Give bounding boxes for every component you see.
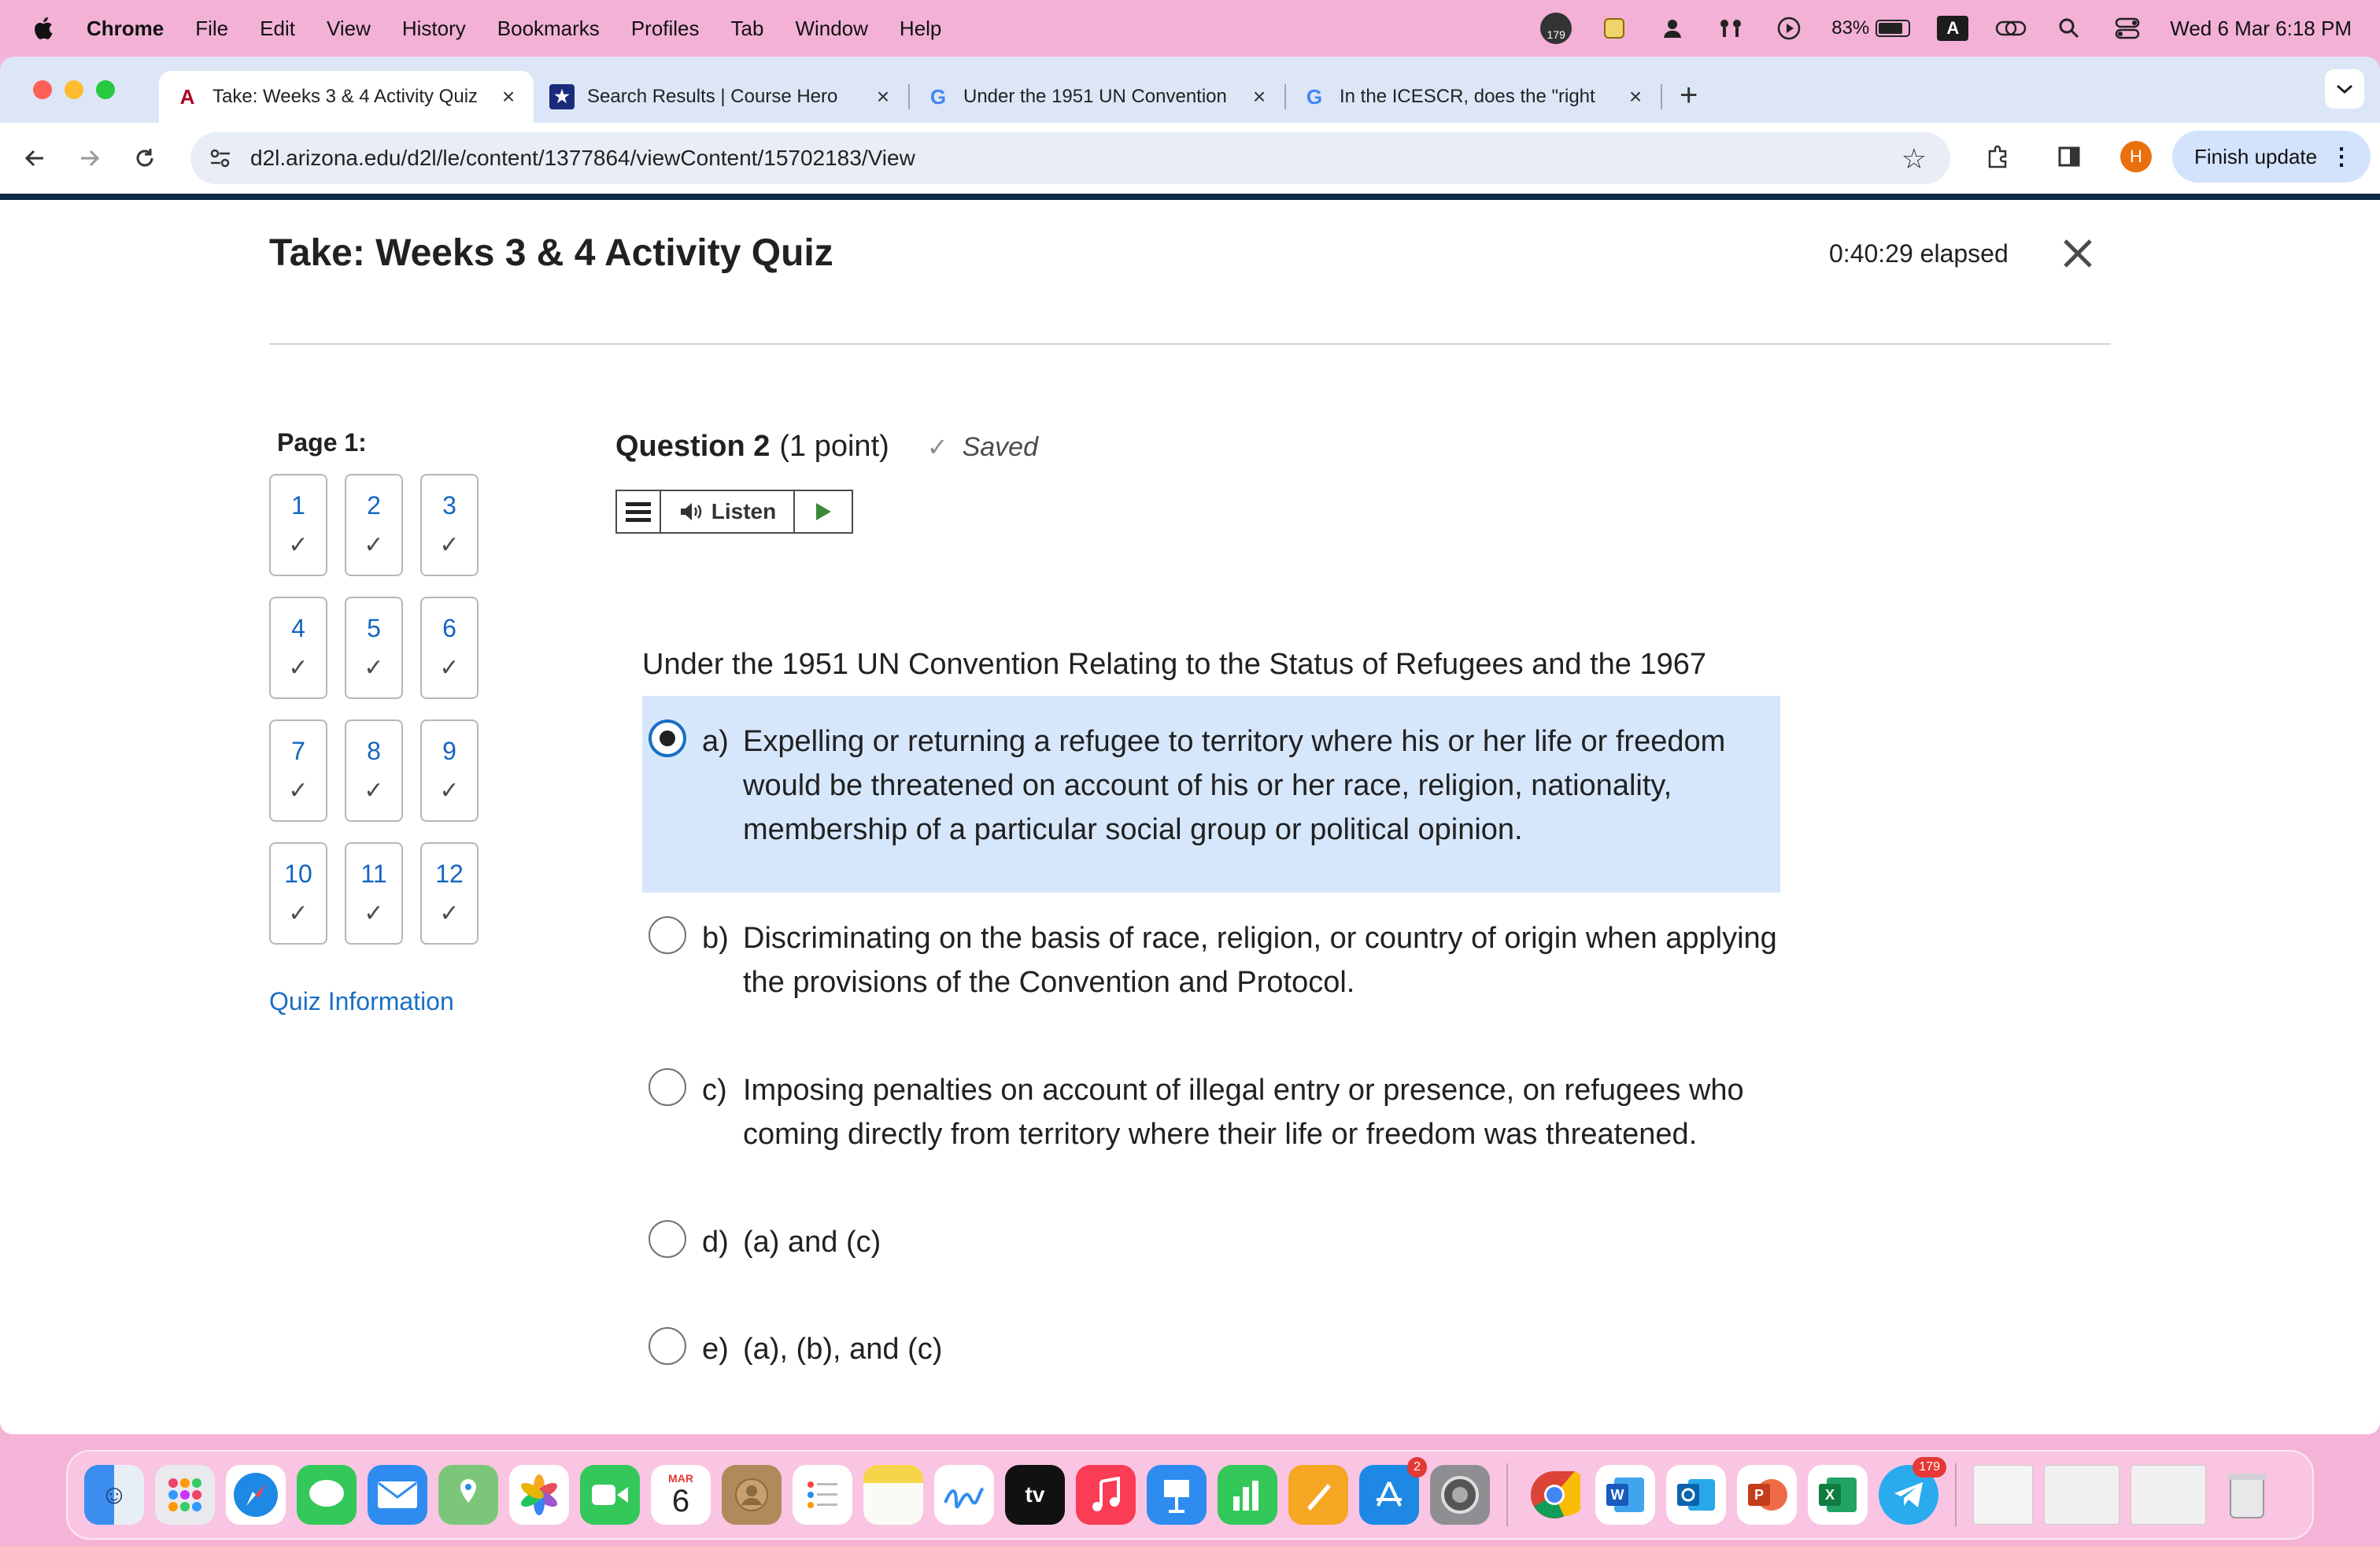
extensions-puzzle-icon[interactable] xyxy=(1979,137,2018,176)
messages-icon[interactable] xyxy=(297,1465,357,1525)
close-quiz-icon[interactable] xyxy=(2056,231,2100,276)
question-nav-4[interactable]: 4 ✓ xyxy=(269,597,327,699)
calendar-icon[interactable] xyxy=(651,1465,711,1525)
menu-view[interactable]: View xyxy=(326,16,371,40)
answered-check-icon: ✓ xyxy=(364,655,384,681)
saved-status: Saved xyxy=(962,432,1038,462)
saved-check-icon: ✓ xyxy=(926,433,948,461)
play-icon[interactable] xyxy=(795,491,852,532)
dock xyxy=(66,1450,2314,1540)
launchpad-icon[interactable] xyxy=(155,1465,215,1525)
answered-check-icon: ✓ xyxy=(288,901,309,926)
question-nav-2[interactable]: 2 ✓ xyxy=(345,474,403,576)
user-icon[interactable] xyxy=(1657,13,1688,44)
option-text: Imposing penalties on account of illegal entry or presence, on refugees who coming directly from territory where their life or freedom was threatened. xyxy=(743,1074,1744,1151)
forward-arrow-icon[interactable] xyxy=(74,142,105,174)
screen-mirroring-icon[interactable] xyxy=(1995,13,2027,44)
trash-icon[interactable] xyxy=(2217,1465,2277,1525)
menu-tab[interactable]: Tab xyxy=(730,16,764,40)
freeform-icon[interactable] xyxy=(934,1465,994,1525)
question-nav-9[interactable]: 9 ✓ xyxy=(420,719,479,822)
listen-button[interactable] xyxy=(661,491,795,532)
battery-percentage: 83% xyxy=(1831,17,1870,39)
tab-title: Search Results | Course Hero xyxy=(587,86,838,107)
radio-option-c[interactable] xyxy=(649,1068,686,1106)
header-divider xyxy=(269,343,2111,345)
tab-search-chevron-icon[interactable] xyxy=(2325,69,2364,109)
spotlight-search-icon[interactable] xyxy=(2053,13,2085,44)
chrome-icon[interactable] xyxy=(1524,1465,1584,1525)
question-header xyxy=(615,430,1038,464)
hamburger-menu-icon[interactable] xyxy=(617,491,661,532)
airdrop-icon[interactable] xyxy=(1715,13,1746,44)
tab-close-icon[interactable]: × xyxy=(876,84,890,109)
close-window-button[interactable] xyxy=(33,80,52,99)
app-store-icon[interactable] xyxy=(1359,1460,1421,1525)
question-nav-3[interactable]: 3 ✓ xyxy=(420,474,479,576)
svg-text:P: P xyxy=(1754,1487,1765,1503)
answered-check-icon: ✓ xyxy=(439,778,460,804)
photos-icon[interactable] xyxy=(509,1465,569,1525)
question-nav-7[interactable]: 7 ✓ xyxy=(269,719,327,822)
tab-separator xyxy=(1661,84,1662,109)
window-controls xyxy=(33,80,128,99)
question-nav-6[interactable]: 6 ✓ xyxy=(420,597,479,699)
tab-title: In the ICESCR, does the "right xyxy=(1340,86,1595,107)
finder-icon[interactable]: ☺ xyxy=(84,1465,144,1525)
svg-text:X: X xyxy=(1824,1487,1835,1503)
menu-help[interactable]: Help xyxy=(899,16,942,40)
answered-check-icon: ✓ xyxy=(288,778,309,804)
telegram-badge: 179 xyxy=(1913,1457,1946,1478)
answered-check-icon: ✓ xyxy=(364,901,384,926)
contacts-icon[interactable] xyxy=(722,1465,782,1525)
calendar-month: MAR xyxy=(668,1472,693,1485)
option-letter: a) xyxy=(702,725,729,758)
numbers-icon[interactable] xyxy=(1218,1465,1277,1525)
option-letter: e) xyxy=(702,1333,729,1366)
minimize-window-button[interactable] xyxy=(65,80,83,99)
apple-tv-icon[interactable]: tv xyxy=(1005,1465,1065,1525)
arizona-favicon-icon: A xyxy=(179,84,195,109)
menu-file[interactable]: File xyxy=(195,16,229,40)
safari-icon[interactable] xyxy=(226,1465,286,1525)
option-text: Discriminating on the basis of race, religion, or country of origin when applying the provisions of the Convention and Protocol. xyxy=(743,922,1777,999)
battery-icon[interactable] xyxy=(1876,20,1910,37)
option-d[interactable] xyxy=(642,1220,1780,1264)
tab-course-hero[interactable] xyxy=(534,71,908,123)
question-nav-8[interactable]: 8 ✓ xyxy=(345,719,403,822)
input-source-icon[interactable]: A xyxy=(1937,13,1968,44)
quiz-information-link[interactable]: Quiz Information xyxy=(269,987,454,1015)
answered-check-icon: ✓ xyxy=(364,532,384,558)
option-letter: b) xyxy=(702,922,729,955)
word-icon[interactable] xyxy=(1595,1465,1655,1525)
telegram-icon[interactable] xyxy=(1879,1460,1940,1525)
toolbar-actions xyxy=(1979,131,2371,183)
option-text: (a), (b), and (c) xyxy=(743,1333,943,1366)
radio-option-e[interactable] xyxy=(649,1327,686,1365)
question-label: Question 2 xyxy=(615,430,771,463)
question-nav-1[interactable]: 1 ✓ xyxy=(269,474,327,576)
menu-bar xyxy=(0,0,2380,57)
notification-count: 179 xyxy=(1540,13,1572,44)
new-tab-plus-icon[interactable]: + xyxy=(1680,77,1698,113)
lms-top-bar xyxy=(0,194,2380,200)
menu-bookmarks[interactable]: Bookmarks xyxy=(497,16,600,40)
menu-window[interactable]: Window xyxy=(795,16,868,40)
tab-title: Take: Weeks 3 & 4 Activity Quiz xyxy=(213,86,479,107)
browser-toolbar xyxy=(0,123,2380,194)
finish-update-label: Finish update xyxy=(2194,144,2318,168)
status-menus xyxy=(1513,0,2352,57)
dock-separator xyxy=(1506,1463,1508,1526)
reload-icon[interactable] xyxy=(129,142,161,174)
answered-check-icon: ✓ xyxy=(288,532,309,558)
radio-option-d[interactable] xyxy=(649,1220,686,1258)
speaker-icon xyxy=(678,501,705,523)
question-text: Under the 1951 UN Convention Relating to the Status of Refugees and the 1967 xyxy=(642,648,1707,681)
course-hero-favicon-icon: ★ xyxy=(549,84,575,109)
notes-widget-icon[interactable] xyxy=(1598,13,1630,44)
option-c[interactable] xyxy=(642,1068,1780,1156)
quiz-page xyxy=(0,200,2380,1434)
outlook-icon[interactable] xyxy=(1666,1465,1726,1525)
option-letter: d) xyxy=(702,1226,729,1259)
app-store-badge: 2 xyxy=(1407,1457,1427,1478)
excel-icon[interactable] xyxy=(1808,1465,1868,1525)
menubar-clock[interactable]: Wed 6 Mar 6:18 PM xyxy=(2170,16,2352,40)
play-circle-icon[interactable] xyxy=(1773,13,1805,44)
tab-close-icon[interactable]: × xyxy=(501,84,516,109)
answered-check-icon: ✓ xyxy=(364,778,384,804)
tab-google-icescr[interactable] xyxy=(1286,71,1661,123)
option-a[interactable] xyxy=(642,696,1780,893)
menu-app-name[interactable]: Chrome xyxy=(87,16,164,40)
option-text: Expelling or returning a refugee to territory where his or her life or freedom would be threatened on account of his or her race, religion, nationality, membership of a particular social group or political opinion. xyxy=(743,725,1726,846)
calendar-day: 6 xyxy=(671,1484,690,1518)
question-nav-5[interactable]: 5 ✓ xyxy=(345,597,403,699)
pages-icon[interactable] xyxy=(1288,1465,1348,1525)
question-nav-12[interactable]: 12 ✓ xyxy=(420,842,479,945)
bookmark-star-icon[interactable]: ☆ xyxy=(1901,142,1927,175)
address-bar[interactable] xyxy=(190,132,1950,184)
answered-check-icon: ✓ xyxy=(439,532,460,558)
tab-title: Under the 1951 UN Convention xyxy=(963,86,1227,107)
finish-update-button[interactable] xyxy=(2172,131,2371,183)
menu-edit[interactable]: Edit xyxy=(260,16,295,40)
tab-google-refugee[interactable] xyxy=(910,71,1284,123)
menu-history[interactable]: History xyxy=(401,16,466,40)
system-settings-icon[interactable] xyxy=(1430,1465,1490,1525)
chrome-window-thumbnail-icon[interactable] xyxy=(2131,1465,2206,1525)
tab-strip xyxy=(0,57,2380,123)
reminders-icon[interactable] xyxy=(793,1465,852,1525)
notification-counter-icon[interactable] xyxy=(1540,13,1572,44)
dock-separator xyxy=(1955,1463,1957,1526)
mail-icon[interactable] xyxy=(368,1465,427,1525)
keynote-icon[interactable] xyxy=(1147,1465,1207,1525)
page-title: Take: Weeks 3 & 4 Activity Quiz xyxy=(269,232,833,274)
option-b[interactable] xyxy=(642,916,1780,1004)
apple-logo-icon[interactable] xyxy=(30,14,58,43)
question-nav-10[interactable]: 10 ✓ xyxy=(269,842,327,945)
control-center-icon[interactable] xyxy=(2112,13,2143,44)
music-icon[interactable] xyxy=(1076,1465,1136,1525)
back-arrow-icon[interactable] xyxy=(19,142,50,174)
answered-check-icon: ✓ xyxy=(439,901,460,926)
radio-option-b[interactable] xyxy=(649,916,686,954)
document-thumbnail-icon[interactable] xyxy=(1973,1465,2033,1525)
page-label: Page 1: xyxy=(277,428,367,457)
google-favicon-icon: G xyxy=(1306,84,1323,109)
option-letter: c) xyxy=(702,1074,727,1107)
option-e[interactable] xyxy=(642,1327,1780,1371)
question-navigator xyxy=(269,474,479,945)
tab-close-icon[interactable]: × xyxy=(1628,84,1643,109)
answered-check-icon: ✓ xyxy=(288,655,309,681)
maps-icon[interactable] xyxy=(438,1465,498,1525)
answered-check-icon: ✓ xyxy=(439,655,460,681)
url-text: d2l.arizona.edu/d2l/le/content/1377864/viewContent/15702183/View xyxy=(250,146,915,170)
tab-close-icon[interactable]: × xyxy=(1252,84,1266,109)
google-favicon-icon: G xyxy=(929,84,947,109)
facetime-icon[interactable] xyxy=(580,1465,640,1525)
menu-profiles[interactable]: Profiles xyxy=(630,16,700,40)
tab-quiz[interactable] xyxy=(159,71,534,123)
svg-text:W: W xyxy=(1610,1487,1624,1503)
listen-label: Listen xyxy=(711,499,777,523)
chrome-window-thumbnail-icon[interactable] xyxy=(2044,1465,2119,1525)
browser-window xyxy=(0,57,2380,1434)
zoom-window-button[interactable] xyxy=(96,80,115,99)
side-panel-icon[interactable] xyxy=(2049,137,2089,176)
profile-avatar[interactable]: H xyxy=(2120,141,2152,172)
question-nav-11[interactable]: 11 ✓ xyxy=(345,842,403,945)
site-info-icon[interactable] xyxy=(205,142,236,174)
elapsed-timer: 0:40:29 elapsed xyxy=(1829,239,2009,268)
powerpoint-icon[interactable] xyxy=(1737,1465,1797,1525)
question-points: (1 point) xyxy=(779,430,889,463)
option-text: (a) and (c) xyxy=(743,1226,881,1259)
notes-icon[interactable] xyxy=(863,1465,923,1525)
radio-option-a[interactable] xyxy=(649,719,686,757)
kebab-menu-icon: ⋮ xyxy=(2330,143,2353,170)
readspeaker-toolbar xyxy=(615,490,853,534)
